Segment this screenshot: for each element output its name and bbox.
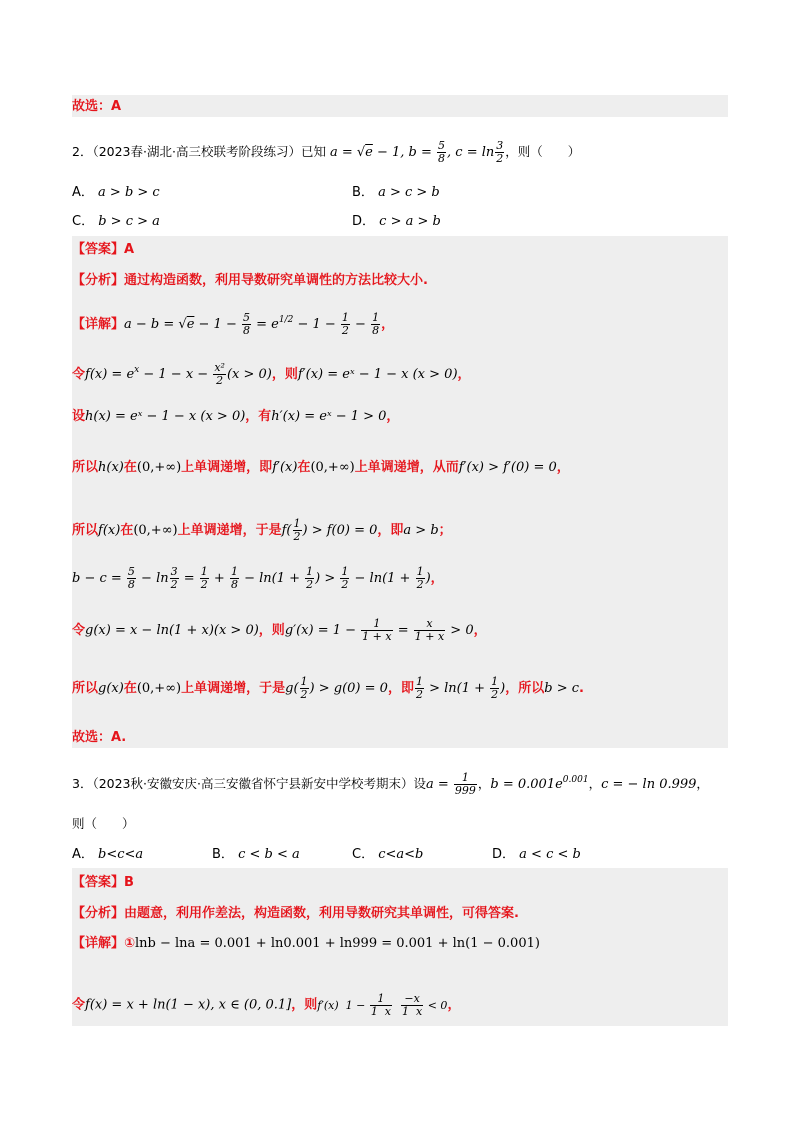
q3-line-1: 令f(x) = x + ln(1 − x), x ∈ (0, 0.1]，则f′(x) 1 − $\frac{1}{1 x}$ $\frac{-x}{1 x}$ < 0， (72, 992, 461, 1018)
q2-stem (72, 140, 580, 165)
q2-f-def: $f(x) = e^x - 1 - x$ − $\frac{\text{x²}}{2}$ (x > 0) (85, 361, 272, 387)
q2-tail: ，则（ ） (505, 144, 581, 159)
select-answer-1: 故选：A (72, 99, 122, 114)
q2-line-4: 所以f(x)在(0,+∞)上单调递增，于是f( $\frac{1}{2}$ ) > f(0) = 0，即a > b； (72, 517, 452, 543)
q2-detail: 【详解】a − b = √e − 1 − $\frac{5}{8}$ = $e^{1/2} - 1$ − $\frac{1}{2}$ − $\frac{1}{8}$ ， (72, 311, 395, 337)
q3-answer: 【答案】B (72, 875, 134, 890)
q3-option-c: C． c<a<b (352, 847, 424, 862)
q2-select: 故选：A. (72, 730, 127, 745)
q2-line-1: 令$f(x) = e^x - 1 - x$ − $\frac{\text{x²}}{2}$ (x > 0)，则f′(x) = eˣ − 1 − x (x > 0)， (72, 361, 471, 387)
select-a-block (72, 95, 728, 117)
q2-number: 2． (72, 144, 93, 159)
q2-line-6: 令g(x) = x − ln(1 + x)(x > 0)，则g′(x) = 1 − $\frac{1}{1 + x}$ = $\frac{x}{1 + x}$ > 0， (72, 617, 487, 643)
q2-detail-expr: a − b = √e − 1 − $\frac{5}{8}$ = $e^{1/2} - 1$ − $\frac{1}{2}$ − $\frac{1}{8}$ (124, 311, 380, 337)
q2-g-half: g( $\frac{1}{2}$ ) > g(0) = 0 (285, 675, 388, 701)
q3-detail: 【详解】①lnb − lna = 0.001 + ln0.001 + ln999 = 0.001 + ln(1 − 0.001) (72, 936, 540, 951)
q2-analysis: 【分析】通过构造函数，利用导数研究单调性的方法比较大小. (72, 273, 428, 288)
q2-half-ln: $\frac{1}{2}$ > ln(1 + $\frac{1}{2}$ ) (415, 675, 506, 701)
q3-option-d: D． a < c < b (492, 847, 581, 862)
q3-stem: 3．（2023秋·安徽安庆·高三安徽省怀宁县新安中学校考期末）设a = $\frac{1}{999}$ ，$b = 0.001e^{0.001}$，c = − ln 0.999， (72, 771, 709, 797)
q3-b: $b = 0.001e^{0.001}$ (490, 775, 589, 792)
q2-g-prime: g′(x) = 1 − $\frac{1}{1 + x}$ = $\frac{x}{1 + x}$ > 0 (284, 617, 474, 643)
q2-answer: 【答案】A (72, 242, 135, 257)
q2-option-d: D． c > a > b (352, 214, 441, 229)
q2-line-3: 所以h(x)在(0,+∞)上单调递增，即f′(x)在(0,+∞)上单调递增，从而f′(x) > f′(0) = 0， (72, 460, 570, 475)
q2-f-half: f( $\frac{1}{2}$ ) > f(0) = 0 (281, 517, 378, 543)
q3-then: 则（ ） (72, 816, 135, 831)
q3-f-prime: f′(x) 1 − $\frac{1}{1 x}$ $\frac{-x}{1 x}$ < 0 (317, 992, 448, 1018)
q2-option-c: C． b > c > a (72, 214, 160, 229)
q2-line-2: 设h(x) = eˣ − 1 − x (x > 0)，有h′(x) = eˣ − 1 > 0， (72, 409, 400, 424)
q3-option-a: A． b<c<a (72, 847, 144, 862)
q2-b-minus-c: b − c = $\frac{5}{8}$ − ln $\frac{3}{2}$ = $\frac{1}{2}$ + $\frac{1}{8}$ − ln(1 + $\frac{1}{2}$ ) > $\frac{1}{2}$ − ln(1 + $\frac{1}{2}$ ) (72, 565, 431, 591)
q3-option-b: B． c < b < a (212, 847, 300, 862)
q2-source: （2023春·湖北·高三校联考阶段练习）已知 (92, 144, 326, 159)
q2-line-5: b − c = $\frac{5}{8}$ − ln $\frac{3}{2}$ = $\frac{1}{2}$ + $\frac{1}{8}$ − ln(1 + $\frac{1}{2}$ ) > $\frac{1}{2}$ − ln(1 + $\frac{1}{2}$ )， (72, 565, 444, 591)
q2-option-b: B． a > c > b (352, 185, 440, 200)
q3-analysis: 【分析】由题意，利用作差法，构造函数，利用导数研究其单调性，可得答案. (72, 906, 519, 921)
q3-a: a = $\frac{1}{999}$ (425, 771, 476, 797)
q2-line-7: 所以g(x)在(0,+∞)上单调递增，于是g( $\frac{1}{2}$ ) > g(0) = 0，即 $\frac{1}{2}$ > ln(1 + $\frac{1}{2}$ )，所以b > c. (72, 675, 584, 701)
q2-condition: a = √e − 1, b = $\frac{5}{8}$ , c = ln $\frac{3}{2}$ (329, 139, 504, 165)
q2-option-a: A． a > b > c (72, 185, 160, 200)
